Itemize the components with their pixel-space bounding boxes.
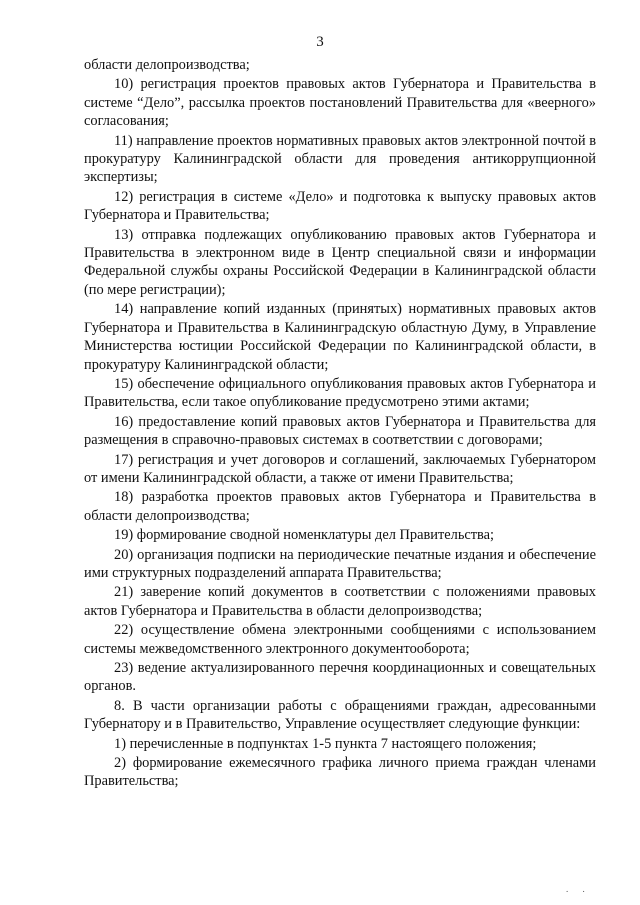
page-number: 3	[316, 34, 324, 50]
list-item-17: 17) регистрация и учет договоров и соглашений, заключаемых Губернатором от имени Калининградской области, а также от имени Правительства;	[84, 451, 596, 486]
list-item-13: 13) отправка подлежащих опубликованию правовых актов Губернатора и Правительства в электронном виде в Центр специальной связи и информации Федеральной службы охраны Российской Федерации в Калининградской области (по мере регистрации);	[84, 226, 596, 298]
list-item-22: 22) осуществление обмена электронными сообщениями с использованием системы межведомственного электронного документооборота;	[84, 622, 596, 657]
list-item-16: 16) предоставление копий правовых актов Губернатора и Правительства для размещения в справочно-правовых системах в соответствии с договорами;	[84, 413, 596, 449]
list-item-23: 23) ведение актуализированного перечня координационных и совещательных органов.	[84, 660, 596, 695]
document-body	[84, 56, 596, 792]
list-item-21: 21) заверение копий документов в соответствии с положениями правовых актов Губернатора и Правительства в области делопроизводства;	[84, 584, 596, 619]
list-item-12: 12) регистрация в системе «Дело» и подготовка к выпуску правовых актов Губернатора и Правительства;	[84, 188, 596, 224]
list-item-14: 14) направление копий изданных (принятых) нормативных правовых актов Губернатора и Правительства в Калининградскую областную Думу, в Управление Министерства юстиции Российской Федерации по Калининградской области, в прокуратуру Калининградской области;	[84, 301, 596, 373]
list-item-20: 20) организация подписки на периодические печатные издания и обеспечение ими структурных подразделений аппарата Правительства;	[84, 546, 596, 581]
list-item-18: 18) разработка проектов правовых актов Губернатора и Правительства в области делопроизводства;	[84, 489, 596, 524]
list-item-15: 15) обеспечение официального опубликования правовых актов Губернатора и Правительства, если такое опубликование предусмотрено этими актами;	[84, 375, 596, 411]
list-item-11: 11) направление проектов нормативных правовых актов электронной почтой в прокуратуру Калининградской области для проведения антикоррупционной экспертизы;	[84, 132, 596, 186]
list-item-2: 2) формирование ежемесячного графика личного приема граждан членами Правительства;	[84, 755, 596, 790]
list-item-1: 1) перечисленные в подпунктах 1-5 пункта 7 настоящего положения;	[114, 735, 537, 752]
paragraph: области делопроизводства;	[84, 57, 250, 73]
list-item-10: 10) регистрация проектов правовых актов Губернатора и Правительства в системе “Дело”, рассылка проектов постановлений Правительства для «веерного» согласования;	[84, 76, 596, 130]
section-8-paragraph: 8. В части организации работы с обращениями граждан, адресованными Губернатору и в Правительство, Управление осуществляет следующие функции:	[84, 697, 596, 733]
list-item-19: 19) формирование сводной номенклатуры дел Правительства;	[114, 527, 495, 544]
scan-artifact: . .	[566, 884, 591, 894]
